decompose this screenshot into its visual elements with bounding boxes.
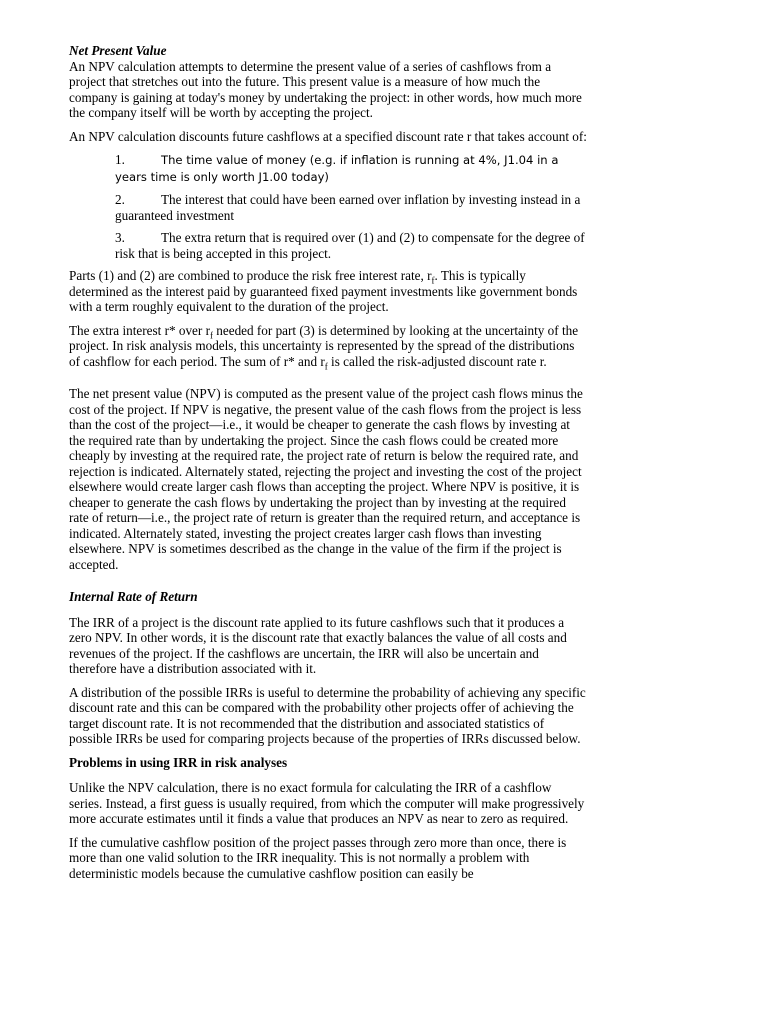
irr-paragraph-1: The IRR of a project is the discount rate applied to its future cashflows such that it produces a zero NPV. In other words, it is the discount rate that exactly balances the value of all costs and revenues of the project. If the cashflows are uncertain, the IRR will also be uncertain and therefore have a distribution associated with it. bbox=[69, 614, 567, 676]
list-item-2 bbox=[115, 192, 587, 223]
npv-paragraph-1: An NPV calculation attempts to determine the present value of a series of cashflows from a project that stretches out into the future. This present value is a measure of how much the company is gaining at today's money by undertaking the project: in other words, how much more the company itself will be worth by accepting the project. bbox=[69, 58, 582, 120]
list-item-3-number: 3. bbox=[115, 230, 125, 245]
irr-heading: Internal Rate of Return bbox=[69, 589, 198, 604]
problems-paragraph-1: Unlike the NPV calculation, there is no exact formula for calculating the IRR of a cashflow series. Instead, a first guess is usually required, from which the computer will make progressively more accurate estimates until it finds a value that produces an NPV as near to zero as required. bbox=[69, 780, 585, 826]
list-item-1-text: The time value of money (e.g. if inflation is running at 4%, J1.04 in a years time is only worth J1.00 today) bbox=[115, 153, 559, 184]
list-item-3-text: The extra return that is required over (1) and (2) to compensate for the degree of risk that is being accepted in this project. bbox=[115, 230, 585, 261]
document-page bbox=[69, 43, 587, 889]
list-item-1-number: 1. bbox=[115, 152, 125, 167]
npv-heading: Net Present Value bbox=[69, 43, 167, 58]
irr-paragraph-2: A distribution of the possible IRRs is useful to determine the probability of achieving any specific discount rate and this can be compared with the probability other projects offer of achieving the target discount rate. It is not recommended that the distribution and associated statistics of possible IRRs be used for comparing projects because of the properties of IRRs discussed below. bbox=[69, 684, 586, 746]
problems-paragraph-2: If the cumulative cashflow position of the project passes through zero more than once, there is more than one valid solution to the IRR inequality. This is not normally a problem with deterministic models because the cumulative cashflow position can easily be bbox=[69, 834, 567, 881]
npv-paragraph-5: The net present value (NPV) is computed as the present value of the project cash flows minus the cost of the project. If NPV is negative, the present value of the cash flows from the project is less than the cost of the project—i.e., it would be cheaper to generate the cash flows by investing at the required rate than by undertaking the project. Since the cash flows could be created more cheaply by investing at the required rate, the project rate of return is below the required rate, and rejection is indicated. Alternately stated, rejecting the project and investing the cost of the project elsewhere would create larger cash flows than accepting the project. Where NPV is positive, it is cheaper to generate the cash flows by undertaking the project than by investing at the required rate of return—i.e., the project rate of return is greater than the required return, and acceptance is indicated. Alternately stated, investing the project creates larger cash flows than investing elsewhere. NPV is sometimes described as the change in the value of the firm if the project is accepted. bbox=[69, 386, 583, 572]
list-item-3 bbox=[115, 230, 587, 261]
npv-paragraph-2: An NPV calculation discounts future cashflows at a specified discount rate r that takes account of: bbox=[69, 128, 587, 144]
npv-paragraph-3: Parts (1) and (2) are combined to produce the risk free interest rate, $r_f$. This is typically determined as the interest paid by guaranteed fixed payment investments like government bonds with a term roughly equivalent to the duration of the project. bbox=[69, 268, 578, 314]
npv-paragraph-4: The extra interest r* over $r_f$ needed for part (3) is determined by looking at the uncertainty of the project. In risk analysis models, this uncertainty is represented by the spread of the distributions of cashflow for each period. The sum of r* and $r_f$ is called the risk-adjusted discount rate r. bbox=[69, 322, 579, 372]
list-item-2-text: The interest that could have been earned over inflation by investing instead in a guaranteed investment bbox=[115, 192, 581, 223]
list-item-2-number: 2. bbox=[115, 192, 125, 207]
problems-heading: Problems in using IRR in risk analyses bbox=[69, 754, 288, 770]
list-item-1 bbox=[115, 152, 587, 185]
